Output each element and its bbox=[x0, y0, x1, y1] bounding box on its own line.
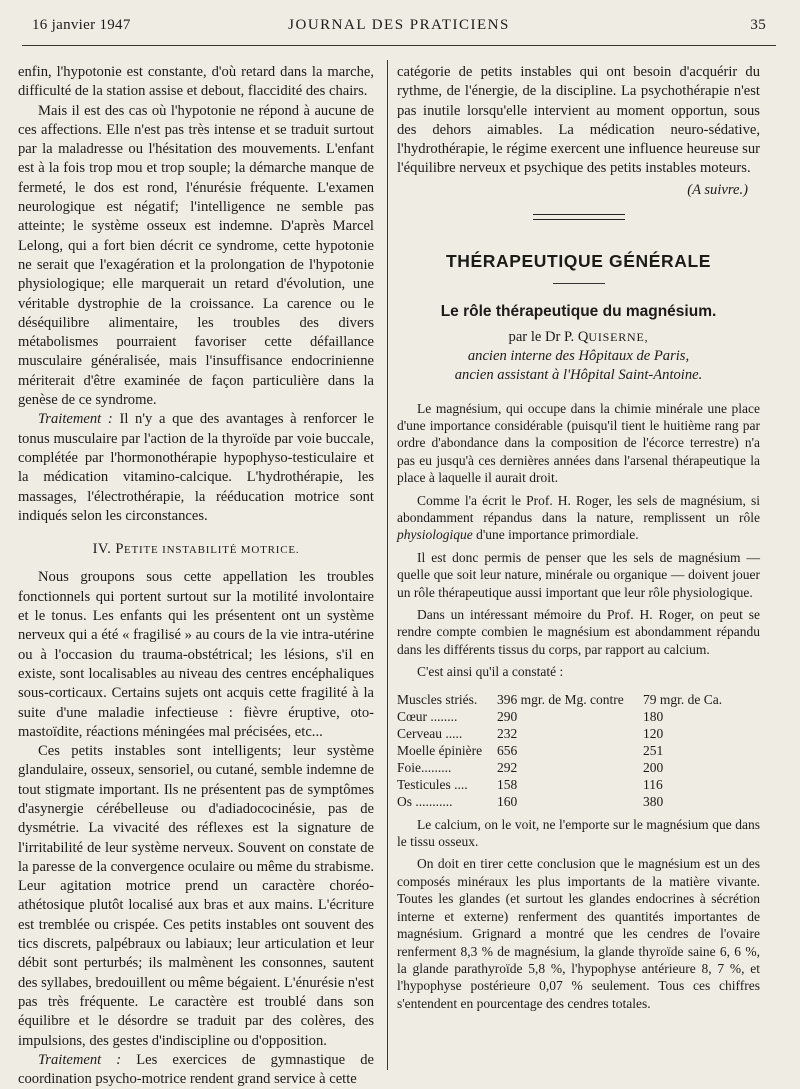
left-column bbox=[18, 63, 374, 1089]
section-number: IV. bbox=[92, 541, 116, 558]
paragraph: Nous groupons sous cette appellation les troubles fonctionnels qui portent surtout sur la motilité involontaire et le tonus. Les enfants qui les présentent ont un système nerveux qui a été « fragilisé » au cours de la vie intra-utérine ou à l'occasion du trauma-obstétrical; les lésions, s'il en existe, sont localisables au niveau des centres encéphaliques sous-corticaux. Certains sujets ont acquis cette fragilité à la suite d'une maladie infectieuse : fièvre éruptive, oto-mastoïdite, réactions méningées mal précisées, etc... bbox=[18, 569, 374, 740]
magnesium-cell: 396 mgr. de Mg. contre bbox=[497, 691, 624, 707]
organ-cell: Testicules .... bbox=[397, 776, 468, 792]
paragraph: On doit en tirer cette conclusion que le magnésium est un des composés minéraux les plus importants de la matière vivante. Toutes les glandes (et surtout les glandes endocrines à sécrétion interne et externe) renferment des quantités importantes de magnésium. Grignard a montré que les cendres de l'ovaire renferment 8,3 % de magnésium, la glande thyroïde saine 6, 6 %, la glande parathyroïde 5,8 %, l'hypophyse antérieure 8, 7 %, et l'hypophyse postérieure 0,07 % seulement. Tous ces chiffres s'entendent en pourcentage des cendres totales. bbox=[397, 856, 760, 1011]
calcium-cell: 116 bbox=[643, 776, 663, 792]
byline bbox=[397, 328, 760, 347]
author-name: UISERNE, bbox=[588, 329, 649, 344]
table-row bbox=[397, 759, 722, 776]
magnesium-cell: 158 bbox=[497, 776, 518, 792]
to-be-continued bbox=[397, 181, 760, 200]
calcium-cell: 200 bbox=[643, 759, 664, 775]
treatment-paragraph bbox=[18, 1051, 374, 1089]
table-row bbox=[397, 708, 722, 725]
magnesium-cell: 160 bbox=[497, 793, 518, 809]
issue-date: 16 janvier 1947 bbox=[32, 17, 131, 33]
treatment-text: Les exercices de gymnastique de coordination psycho-motrice rendent grand service à cette bbox=[18, 1051, 374, 1088]
page-number: 35 bbox=[750, 17, 766, 33]
to-be-continued-text: (A suivre.) bbox=[687, 181, 748, 198]
byline-prefix: par le Dr P. bbox=[508, 328, 578, 345]
emphasis: physiologique bbox=[397, 527, 473, 543]
author-affiliation: ancien interne des Hôpitaux de Paris, bbox=[467, 347, 690, 364]
treatment-label: Traitement : bbox=[38, 411, 113, 428]
paragraph: catégorie de petits instables qui ont besoin d'acquérir du rythme, de l'énergie, de la discipline. La psychothérapie n'est pas inutile lorsqu'elle intervient au moment opportun, sous des dehors aimables. La médication neuro-sédative, l'hydrothérapie, le régime exercent une influence heureuse sur l'équilibre nerveux et psychique des petits instables moteurs. bbox=[397, 64, 760, 177]
table-row bbox=[397, 691, 722, 708]
paragraph bbox=[397, 492, 760, 544]
paragraph: Dans un intéressant mémoire du Prof. H. Roger, on peut se rendre compte combien le magnésium est abondamment répandu dans les différents tissus du corps, par rapport au calcium. bbox=[397, 607, 760, 657]
right-column bbox=[397, 63, 760, 1012]
treatment-paragraph bbox=[18, 410, 374, 526]
text-run: d'une importance primordiale. bbox=[472, 527, 639, 543]
header-rule bbox=[22, 45, 776, 46]
table-row bbox=[397, 793, 722, 810]
paragraph: Ces petits instables sont intelligents; leur système glandulaire, osseux, sensoriel, ou cutané, semble indemne de tout stigmate important. Ils ne présentent pas de symptômes d'asynergie cérébelleuse ou d'adiadococinésie, pas de dysmétrie. La vivacité des réflexes est la signature de l'irritabilité de leur système nerveux. Souvent on constate de la paresse de la convergence oculaire ou même du strabisme. Leur agitation motrice prend un caractère choréo-athétosique plutôt localisé aux bras et aux mains. L'écriture est tremblée ou crispée. Ces petits instables ont souvent des tics discrets, palpébraux ou labiaux; leur articulation et leur débit sont perturbés; ils malmènent les consonnes, sautent des syllabes, bredouillent ou même bégaient. L'énurésie n'est pas très fréquente. Le caractère est troublé dans son équilibre et le désordre se traduit par des colères, des impulsions, des gestes d'indiscipline ou d'opposition. bbox=[18, 743, 374, 1049]
section-initial: P bbox=[115, 541, 125, 558]
calcium-cell: 180 bbox=[643, 708, 664, 724]
organ-cell: Muscles striés. bbox=[397, 691, 478, 707]
double-rule bbox=[533, 214, 625, 220]
article-body bbox=[397, 400, 760, 1013]
author-initial: Q bbox=[577, 328, 589, 345]
treatment-label: Traitement : bbox=[38, 1051, 122, 1068]
author-affiliation: ancien assistant à l'Hôpital Saint-Antoine. bbox=[454, 367, 703, 384]
paragraph: Le magnésium, qui occupe dans la chimie minérale une place d'une importance considérable (puisqu'il tient le huitième rang par ordre d'abondance dans la composition de l'écorce terrestre) n'a pas eu jusqu'à ces dernières années dans l'arsenal thérapeutique la place à laquelle il aurait droit. bbox=[397, 400, 760, 486]
section-heading bbox=[18, 540, 374, 560]
magnesium-cell: 292 bbox=[497, 759, 518, 775]
column-divider bbox=[387, 60, 388, 1070]
calcium-cell: 380 bbox=[643, 793, 664, 809]
paragraph: Mais il est des cas où l'hypotonie ne répond à aucune de ces affections. Elle n'est pas très intense et se traduit surtout par la maladresse ou l'hésitation des mouvements. L'enfant est à la fois trop mou et trop souple; la démarche manque de fermeté, le dos est rond, l'énurésie fréquente. L'examen neurologique est négatif; l'intelligence ne semble pas atteinte; le système osseux est indemne. D'après Marcel Lelong, qui a fort bien décrit ce syndrome, cette hypotonie ne serait que l'exagération et la prolongation de l'hypotonie physiologique; elle marquerait un retard d'évolution, une véritable dystrophie de la croissance. La carence ou le déséquilibre alimentaire, les troubles des divers métabolismes pourraient favoriser cette défaillance musculaire généralisée, mais l'insuffisance endocrinienne mériterait d'être examinée de façon particulière dans la genèse de ce syndrome. bbox=[18, 102, 374, 409]
organ-cell: Foie......... bbox=[397, 759, 452, 775]
calcium-cell: 120 bbox=[643, 725, 664, 741]
table-row bbox=[397, 776, 722, 793]
organ-cell: Os ........... bbox=[397, 793, 453, 809]
calcium-cell: 251 bbox=[643, 742, 664, 758]
paragraph: enfin, l'hypotonie est constante, d'où retard dans la marche, difficulté de la station assise et debout, flaccidité des chairs. bbox=[18, 64, 374, 100]
paragraph: C'est ainsi qu'il a constaté : bbox=[417, 664, 564, 680]
organ-cell: Cœur ........ bbox=[397, 708, 458, 724]
paragraph: Il est donc permis de penser que les sels de magnésium — quelle que soit leur nature, minérale ou organique — doivent jouer un rôle thérapeutique aussi important que leur rôle physiologique. bbox=[397, 549, 760, 600]
section-title: ETITE INSTABILITÉ MOTRICE. bbox=[124, 544, 300, 557]
short-rule bbox=[553, 283, 605, 284]
magnesium-cell: 290 bbox=[497, 708, 518, 724]
magnesium-calcium-table bbox=[397, 691, 722, 810]
article-title: Le rôle thérapeutique du magnésium. bbox=[440, 303, 717, 321]
rubric-heading: THÉRAPEUTIQUE GÉNÉRALE bbox=[445, 251, 712, 272]
treatment-text: Il n'y a que des avantages à renforcer le tonus musculaire par l'action de la thyroïde par voie buccale, complétée par l'hormonothérapie hypophyso-testiculaire et la médication vitamino-calcique. L'hydrothérapie, les massages, l'électrothérapie, la rééducation motrice sont indiqués selon les circonstances. bbox=[18, 411, 374, 524]
magnesium-cell: 232 bbox=[497, 725, 518, 741]
table-row bbox=[397, 725, 722, 742]
paragraph: Le calcium, on le voit, ne l'emporte sur le magnésium que dans le tissu osseux. bbox=[397, 816, 760, 850]
running-head bbox=[32, 17, 766, 41]
text-run: Comme l'a écrit le Prof. H. Roger, les sels de magnésium, si abondamment répandus dans la nature, remplissent un rôle bbox=[397, 492, 760, 525]
organ-cell: Moelle épinière bbox=[397, 742, 483, 758]
calcium-cell: 79 mgr. de Ca. bbox=[643, 691, 723, 707]
journal-title: JOURNAL DES PRATICIENS bbox=[288, 17, 510, 33]
organ-cell: Cerveau ..... bbox=[397, 725, 463, 741]
table-row bbox=[397, 742, 722, 759]
magnesium-cell: 656 bbox=[497, 742, 518, 758]
